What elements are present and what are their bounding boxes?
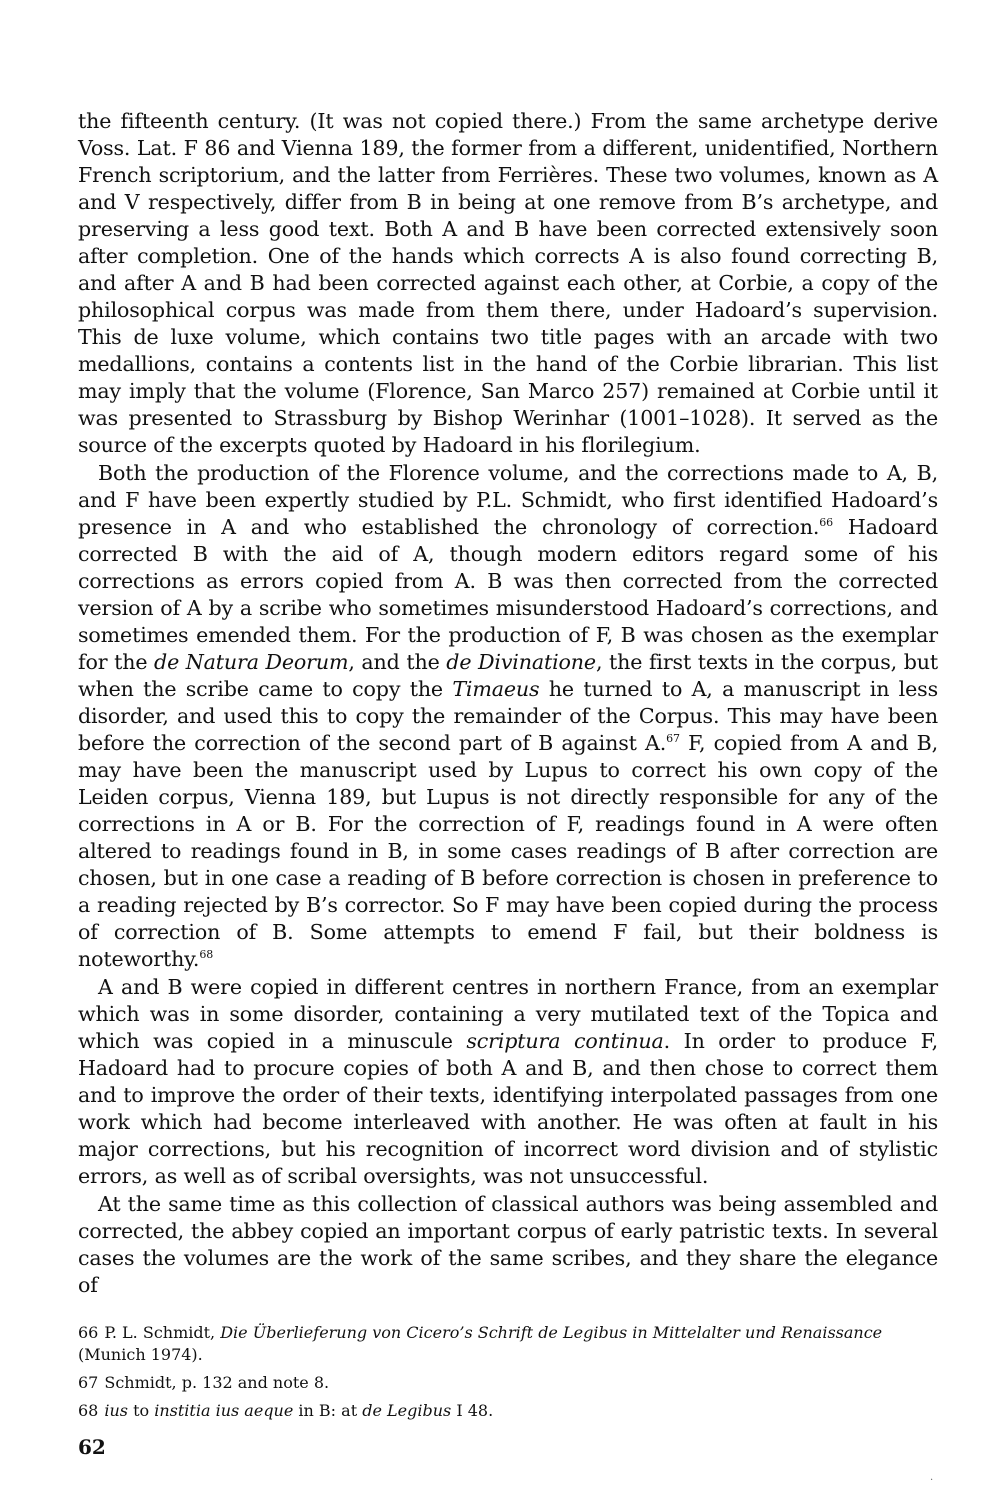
footnote-68-text-a: to xyxy=(128,1401,155,1420)
footnotes xyxy=(78,1322,938,1428)
footnote-66-text-b: (Munich 1974). xyxy=(78,1345,203,1364)
title-de-divinatione: de Divinatione xyxy=(446,650,596,674)
footnote-68-text-b: in B: at xyxy=(293,1401,363,1420)
footnote-66-text-a: P. L. Schmidt, xyxy=(104,1323,221,1342)
paragraph-2-text-e: he turned to A, a manuscript in less disorder, and used this to copy the remainder of the Corpus. This may have been before the correction of the second part of B against A. xyxy=(78,677,938,755)
footnote-67-text: Schmidt, p. 132 and note 8. xyxy=(104,1373,330,1392)
footnote-66 xyxy=(78,1322,938,1366)
main-text xyxy=(78,108,938,1299)
footnote-ref-66[interactable]: 66 xyxy=(819,516,833,529)
footnote-68 xyxy=(78,1400,938,1422)
footnote-ref-67[interactable]: 67 xyxy=(666,732,680,745)
paragraph-1 xyxy=(78,108,938,459)
page-number: 62 xyxy=(78,1435,106,1459)
paragraph-1-text: the fifteenth century. (It was not copied there.) From the same archetype derive Voss. Lat. F 86 and Vienna 189, the former from a different, unidentified, Northern French scriptorium, and the latter from Ferrières. These two volumes, known as A and V respectively, differ from B in being at one remove from B’s archetype, and preserving a less good text. Both A and B have been corrected extensively soon after completion. One of the hands which corrects A is also found correcting B, and after A and B had been corrected against each other, at Corbie, a copy of the philosophical corpus was made from them there, under Hadoard’s supervision. This de luxe volume, which contains two title pages with an arcade with two medallions, contains a contents list in the hand of the Corbie librarian. This list may imply that the volume (Florence, San Marco 257) remained at Corbie until it was presented to Strassburg by Bishop Werinhar (1001–1028). It served as the source of the excerpts quoted by Hadoard in his florilegium. xyxy=(78,109,938,457)
paragraph-2-text-d: , the first texts in the corpus, but when the scribe came to copy the xyxy=(78,650,938,701)
footnote-number: 66 xyxy=(78,1323,99,1342)
footnote-66-title: Die Überlieferung von Cicero’s Schrift de Legibus in Mittelalter und Renaissance xyxy=(220,1323,883,1342)
footnote-67 xyxy=(78,1372,938,1394)
paragraph-3 xyxy=(78,974,938,1190)
footnote-68-phrase: institia ius aeque xyxy=(154,1401,294,1420)
title-timaeus: Timaeus xyxy=(452,677,540,701)
footnote-number: 67 xyxy=(78,1373,99,1392)
paragraph-3-text-a: A and B were copied in different centres in northern France, from an exemplar which was in some disorder, containing a very mutilated text of the Topica and which was copied in a minuscule xyxy=(78,975,938,1053)
footnote-68-text-c: I 48. xyxy=(451,1401,494,1420)
footnote-68-title: de Legibus xyxy=(362,1401,452,1420)
footnote-68-ius: ius xyxy=(104,1401,128,1420)
paragraph-2-text-a: Both the production of the Florence volume, and the corrections made to A, B, and F have been expertly studied by P.L. Schmidt, who first identified Hadoard’s presence in A and who established the chronology of correction. xyxy=(78,461,938,539)
footnote-number: 68 xyxy=(78,1401,99,1420)
paragraph-2-text-b: Hadoard corrected B with the aid of A, though modern editors regard some of his corrections as errors copied from A. B was then corrected from the corrected version of A by a scribe who sometimes misunderstood Hadoard’s corrections, and sometimes emended them. For the production of F, B was chosen as the exemplar for the xyxy=(78,515,938,674)
corner-mark: . xyxy=(930,1472,934,1483)
paragraph-2-text-f: F, copied from A and B, may have been the manuscript used by Lupus to correct his own copy of the Leiden corpus, Vienna 189, but Lupus is not directly responsible for any of the corrections in A or B. For the correction of F, readings found in A were often altered to readings found in B, in some cases readings of B after correction are chosen, but in one case a reading of B before correction is chosen in preference to a reading rejected by B’s corrector. So F may have been copied during the process of correction of B. Some attempts to emend F fail, but their boldness is noteworthy. xyxy=(78,731,938,971)
term-scriptura-continua: scriptura continua xyxy=(466,1029,664,1053)
paragraph-4-text: At the same time as this collection of classical authors was being assembled and corrected, the abbey copied an important corpus of early patristic texts. In several cases the volumes are the work of the same scribes, and they share the elegance of xyxy=(78,1192,938,1297)
footnote-ref-68[interactable]: 68 xyxy=(199,948,214,961)
paragraph-4 xyxy=(78,1191,938,1299)
paragraph-2-text-c: , and the xyxy=(348,650,447,674)
paragraph-3-text-b: . In order to produce F, Hadoard had to procure copies of both A and B, and then chose to correct them and to improve the order of their texts, identifying interpolated passages from one work which had become interleaved with another. He was often at fault in his major corrections, but his recognition of incorrect word division and of stylistic errors, as well as of scribal oversights, was not unsuccessful. xyxy=(78,1029,938,1188)
paragraph-2 xyxy=(78,460,938,973)
title-de-natura-deorum: de Natura Deorum xyxy=(154,650,349,674)
